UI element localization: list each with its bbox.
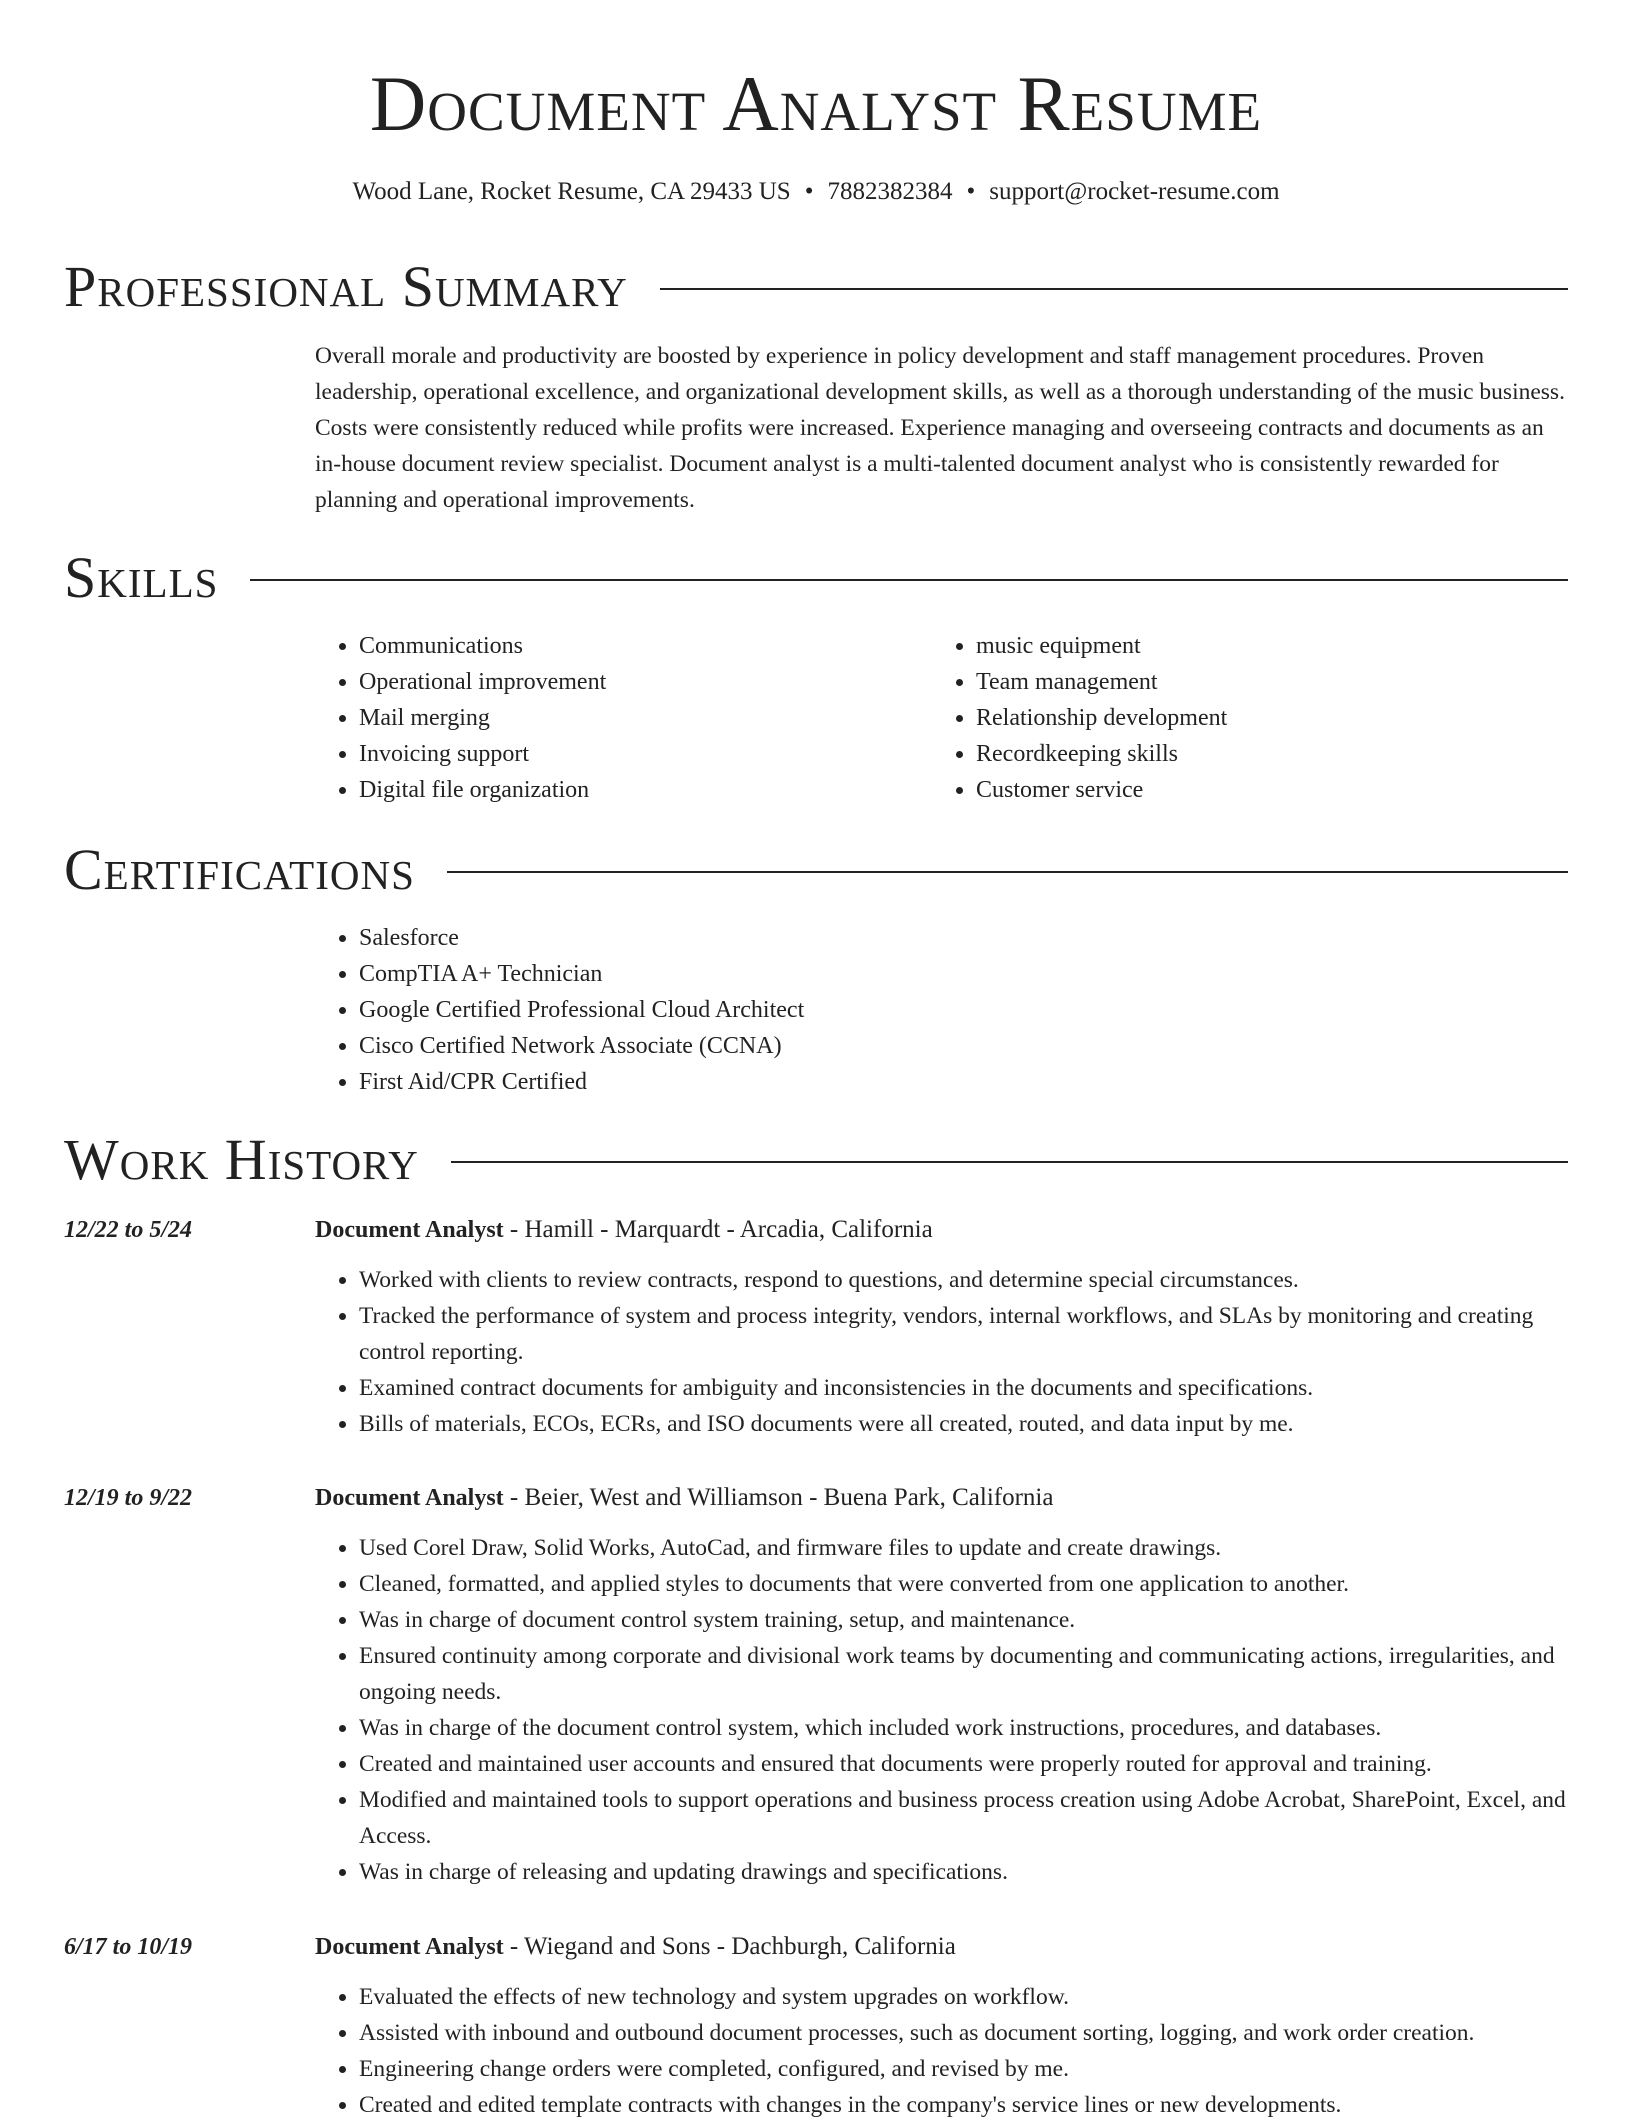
skills-heading: Skills (64, 545, 219, 610)
job-bullet-item: • Was in charge of releasing and updating drawings and specifications. (359, 1854, 1568, 1890)
skills-left-column (315, 628, 606, 808)
job-title-line (315, 1929, 1568, 1965)
skill-item: • Relationship development (976, 700, 1227, 736)
skill-item: • Recordkeeping skills (976, 736, 1227, 772)
job-bullet-item: • Was in charge of document control system training, setup, and maintenance. (359, 1602, 1568, 1638)
skills-section-header (64, 545, 1568, 611)
job-title: Document Analyst (315, 1217, 504, 1243)
skill-item: • Digital file organization (359, 772, 606, 808)
section-divider (451, 1161, 1568, 1163)
job-title: Document Analyst (315, 1485, 504, 1511)
certification-item: • Cisco Certified Network Associate (CCNA) (359, 1028, 804, 1064)
job-bullet-item: • Engineering change orders were completed, configured, and revised by me. (359, 2051, 1568, 2087)
skill-item: • music equipment (976, 628, 1227, 664)
certification-item: • First Aid/CPR Certified (359, 1064, 804, 1100)
job-bullet-item: • Worked with clients to review contracts, respond to questions, and determine special circumstances. (359, 1262, 1568, 1298)
job-bullets (315, 1979, 1568, 2123)
certifications-heading: Certifications (64, 837, 415, 902)
skill-item: • Team management (976, 664, 1227, 700)
contact-separator: • (804, 178, 814, 205)
work-history-heading: Work History (64, 1127, 419, 1192)
job-bullet-item: • Used Corel Draw, Solid Works, AutoCad, and firmware files to update and create drawings. (359, 1530, 1568, 1566)
job-bullet-item: • Modified and maintained tools to support operations and business process creation using Adobe Acrobat, SharePoint, Excel, and Access. (359, 1782, 1568, 1854)
contact-phone: 7882382384 (827, 178, 953, 205)
certifications-section-header (64, 837, 1568, 903)
certification-item: • CompTIA A+ Technician (359, 956, 804, 992)
job-bullets (315, 1262, 1568, 1442)
job-bullet-item: • Assisted with inbound and outbound document processes, such as document sorting, logging, and work order creation. (359, 2015, 1568, 2051)
job-dates: 6/17 to 10/19 (64, 1934, 193, 1960)
skills-right-column (932, 628, 1227, 808)
job-bullet-item: • Evaluated the effects of new technology and system upgrades on workflow. (359, 1979, 1568, 2015)
skills-list-right (932, 628, 1227, 808)
job-bullet-item: • Was in charge of the document control system, which included work instructions, procedures, and databases. (359, 1710, 1568, 1746)
section-divider (250, 579, 1568, 581)
section-divider (447, 871, 1568, 873)
summary-section-header (64, 254, 1568, 320)
job-employer: - Hamill - Marquardt - Arcadia, California (503, 1216, 933, 1243)
job-bullet-item: • Bills of materials, ECOs, ECRs, and ISO documents were all created, routed, and data input by me. (359, 1406, 1568, 1442)
contact-email: support@rocket-resume.com (989, 178, 1280, 205)
summary-heading: Professional Summary (64, 254, 628, 319)
certifications-block (315, 920, 804, 1100)
job-bullets (315, 1530, 1568, 1890)
job-bullet-item: • Examined contract documents for ambiguity and inconsistencies in the documents and specifications. (359, 1370, 1568, 1406)
skill-item: • Mail merging (359, 700, 606, 736)
work-history-section-header (64, 1127, 1568, 1193)
skills-list-left (315, 628, 606, 808)
contact-line (0, 176, 1632, 208)
job-bullet-item: • Tracked the performance of system and process integrity, vendors, internal workflows, and SLAs by monitoring and creating control reporting. (359, 1298, 1568, 1370)
skill-item: • Customer service (976, 772, 1227, 808)
contact-separator: • (966, 178, 976, 205)
job-title-line (315, 1480, 1568, 1516)
skill-item: • Communications (359, 628, 606, 664)
job-bullet-item: • Cleaned, formatted, and applied styles to documents that were converted from one application to another. (359, 1566, 1568, 1602)
section-divider (660, 288, 1568, 290)
contact-address: Wood Lane, Rocket Resume, CA 29433 US (352, 178, 791, 205)
job-title-line (315, 1212, 1568, 1248)
job-title: Document Analyst (315, 1934, 504, 1960)
job-bullet-item: • Created and maintained user accounts and ensured that documents were properly routed for approval and training. (359, 1746, 1568, 1782)
job-employer: - Wiegand and Sons - Dachburgh, California (503, 1933, 956, 1960)
skill-item: • Operational improvement (359, 664, 606, 700)
job-employer: - Beier, West and Williamson - Buena Park, California (503, 1484, 1054, 1511)
job-dates: 12/22 to 5/24 (64, 1217, 193, 1243)
job-bullet-item: • Ensured continuity among corporate and divisional work teams by documenting and communicating actions, irregularities, and ongoing needs. (359, 1638, 1568, 1710)
skill-item: • Invoicing support (359, 736, 606, 772)
certifications-list (315, 920, 804, 1100)
certification-item: • Salesforce (359, 920, 804, 956)
summary-text: Overall morale and productivity are boosted by experience in policy development and staff management procedures. Proven leadership, operational excellence, and organizational development skills, as well as a thorough understanding of the music business. Costs were consistently reduced while profits were increased. Experience managing and overseeing contracts and documents as an in-house document review specialist. Document analyst is a multi-talented document analyst who is consistently rewarded for planning and operational improvements. (315, 343, 1565, 513)
job-bullet-item: • Created and edited template contracts with changes in the company's service lines or new developments. (359, 2087, 1568, 2123)
certification-item: • Google Certified Professional Cloud Architect (359, 992, 804, 1028)
resume-title: Document Analyst Resume (369, 60, 1263, 147)
job-dates: 12/19 to 9/22 (64, 1485, 193, 1511)
